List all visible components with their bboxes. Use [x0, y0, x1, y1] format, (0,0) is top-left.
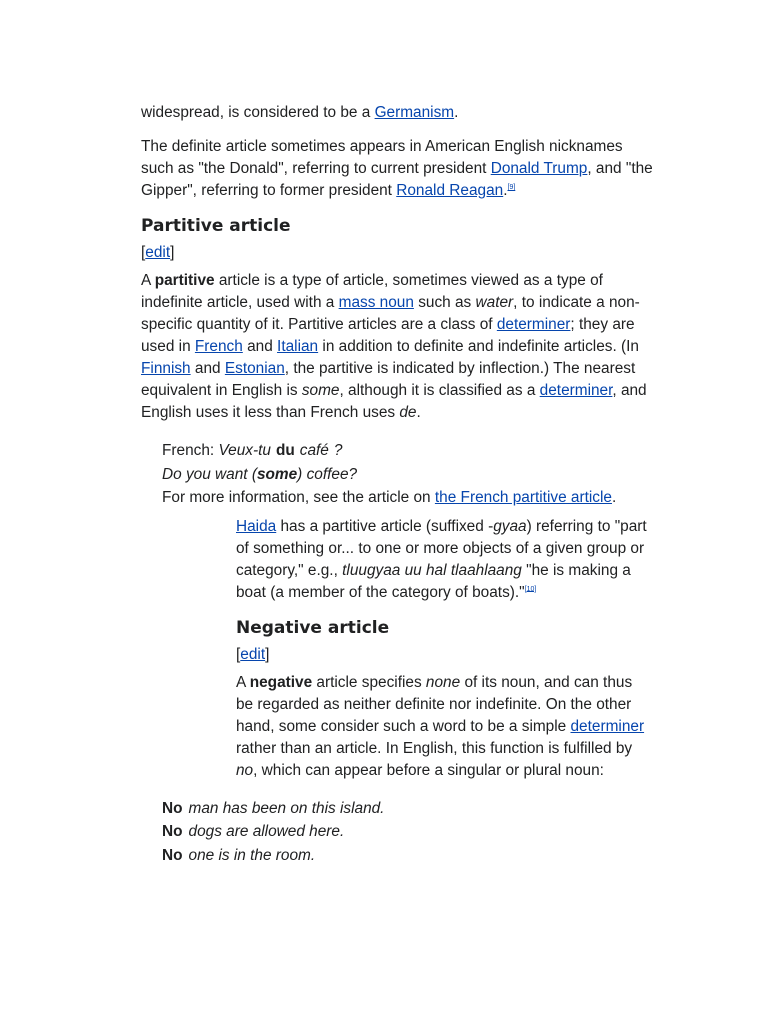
italic-none: none — [425, 673, 461, 691]
negative-examples — [162, 797, 653, 868]
gloss-word: Veux-tu — [218, 442, 271, 459]
example-bold-no: No — [162, 846, 183, 864]
italic-some: some — [301, 382, 340, 399]
edit-section-negative — [236, 644, 653, 666]
example-french — [162, 439, 653, 463]
link-finnish[interactable]: Finnish — [141, 360, 191, 377]
text: widespread, is considered to be a — [141, 104, 375, 121]
example-line — [162, 844, 653, 868]
text: A — [236, 673, 250, 691]
article-content — [141, 102, 653, 867]
text: rather than an article. In English, this function is fulfilled by — [236, 739, 633, 757]
italic-water: water — [475, 294, 514, 311]
paragraph-haida — [236, 516, 653, 604]
heading-negative-article: Negative article — [236, 617, 390, 638]
link-estonian[interactable]: Estonian — [224, 360, 285, 377]
italic-gyaa: gyaa — [493, 517, 527, 535]
term-partitive: partitive — [154, 272, 215, 289]
bracket: [ — [141, 244, 146, 261]
text: For more information, see the article on — [162, 489, 435, 506]
text: has a partitive article (suffixed - — [276, 517, 494, 535]
translation-text: Do you want ( — [162, 465, 257, 483]
example-language: French: — [162, 442, 219, 459]
link-haida[interactable]: Haida — [236, 517, 277, 535]
edit-link-partitive[interactable]: edit — [145, 244, 171, 261]
bracket: ] — [170, 244, 175, 261]
nested-block — [236, 516, 653, 782]
link-donald-trump[interactable]: Donald Trump — [490, 160, 588, 177]
text: article is a type of article, sometimes viewed as a type of indefinite article, used with a — [141, 272, 603, 311]
text: and — [190, 360, 225, 377]
link-germanism[interactable]: Germanism — [374, 104, 455, 121]
text: ; they are used in — [141, 316, 635, 355]
example-block — [162, 439, 653, 782]
example-text: dogs are allowed here. — [188, 823, 345, 840]
text: article specifies — [312, 673, 426, 691]
text: The definite article sometimes appears in American English nicknames such as "the Donald", referring to current president — [141, 138, 623, 177]
text: . — [503, 182, 508, 199]
italic-de: de — [399, 404, 417, 421]
link-determiner[interactable]: determiner — [496, 316, 571, 333]
italic-haida-example: tluugyaa uu hal tlaahlaang — [342, 561, 522, 579]
example-text: man has been on this island. — [188, 799, 385, 817]
example-translation — [162, 463, 653, 487]
text: of its noun, and can thus be regarded as neither definite nor indefinite. On the other hand, some consider such a word to be a simple — [236, 673, 633, 735]
text: . — [416, 404, 421, 421]
heading-partitive-article: Partitive article — [141, 216, 291, 236]
text: in addition to definite and indefinite articles. (In — [318, 338, 639, 355]
text: , although it is classified as a — [339, 382, 540, 399]
bracket: [ — [236, 645, 241, 663]
paragraph-germanism — [141, 102, 653, 124]
citation-9[interactable]: [9] — [507, 183, 516, 191]
link-french-partitive-article[interactable]: the French partitive article — [434, 489, 612, 506]
more-info-line — [162, 486, 653, 510]
text: , and "the Gipper", referring to former president — [141, 160, 653, 199]
text: . — [611, 489, 617, 506]
gloss-word: café — [299, 442, 329, 459]
paragraph-negative — [236, 672, 653, 782]
gloss-word: ? — [333, 442, 343, 459]
text: , the partitive is indicated by inflection.) The nearest equivalent in English is — [141, 360, 636, 399]
link-determiner-3[interactable]: determiner — [570, 717, 645, 735]
link-determiner-2[interactable]: determiner — [539, 382, 613, 399]
italic-no: no — [236, 761, 254, 779]
text: , and English uses it less than French uses — [141, 382, 647, 421]
text: such as — [413, 294, 476, 311]
text: , which can appear before a singular or plural noun: — [253, 761, 604, 779]
example-line — [162, 797, 653, 821]
gloss-word-bold: du — [275, 442, 295, 459]
edit-link-negative[interactable]: edit — [240, 645, 266, 663]
link-french[interactable]: French — [194, 338, 243, 355]
edit-section-partitive — [141, 242, 653, 264]
text: , to indicate a non-specific quantity of it. Partitive articles are a class of — [141, 294, 640, 333]
translation-bold: some — [256, 465, 298, 483]
term-negative: negative — [249, 673, 313, 691]
text: A — [141, 272, 155, 289]
example-line — [162, 820, 653, 844]
citation-10[interactable]: [10] — [524, 585, 537, 593]
example-bold-no: No — [162, 823, 183, 840]
link-ronald-reagan[interactable]: Ronald Reagan — [396, 182, 504, 199]
text: and — [242, 338, 278, 355]
text: . — [454, 104, 459, 121]
paragraph-partitive — [141, 270, 653, 424]
example-bold-no: No — [162, 799, 183, 817]
link-mass-noun[interactable]: mass noun — [338, 294, 414, 311]
translation-text: ) coffee? — [297, 465, 358, 483]
example-text: one is in the room. — [188, 846, 316, 864]
paragraph-nicknames — [141, 136, 653, 202]
bracket: ] — [265, 645, 270, 663]
link-italian[interactable]: Italian — [277, 338, 319, 355]
text: ) referring to "part of something or... to one or more objects of a given group or category," e.g., — [236, 517, 647, 579]
text: "he is making a boat (a member of the category of boats)." — [236, 561, 631, 601]
